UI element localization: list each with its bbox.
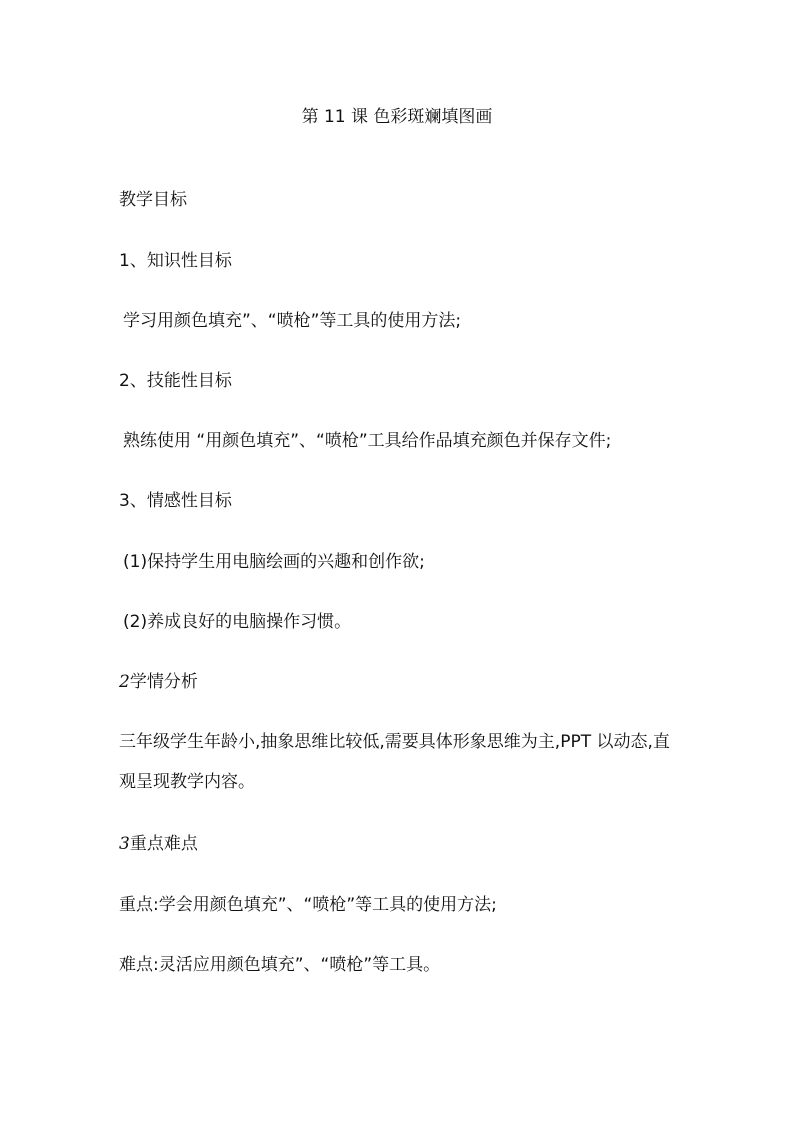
- emotional-objective-item-1: (1)保持学生用电脑绘画的兴趣和创作欲;: [123, 552, 425, 572]
- learner-analysis-paragraph: 三年级学生年龄小,抽象思维比较低,需要具体形象思维为主,PPT 以动态,直观呈现教学内容。: [119, 732, 670, 792]
- heading-skill-objective: 2、技能性目标: [119, 371, 232, 391]
- document-title: 第 11 课 色彩斑斓填图画: [301, 107, 493, 127]
- section-label: 学情分析: [129, 672, 198, 692]
- heading-emotional-objective: 3、情感性目标: [119, 491, 232, 511]
- heading-teaching-objectives: 教学目标: [119, 190, 187, 210]
- difficult-point-text: 难点:灵活应用颜色填充”、“喷枪”等工具。: [119, 955, 441, 975]
- key-point-text: 重点:学会用颜色填充”、“喷枪”等工具的使用方法;: [119, 895, 497, 915]
- heading-learner-analysis: [119, 670, 679, 694]
- heading-key-difficult-points: [119, 832, 679, 856]
- section-number: 2: [119, 672, 130, 692]
- heading-knowledge-objective: 1、知识性目标: [119, 251, 232, 271]
- section-number: 3: [119, 834, 130, 854]
- skill-objective-text: 熟练使用 “用颜色填充”、“喷枪”工具给作品填充颜色并保存文件;: [123, 431, 612, 451]
- emotional-objective-item-2: (2)养成良好的电脑操作习惯。: [123, 612, 352, 632]
- knowledge-objective-text: 学习用颜色填充”、“喷枪”等工具的使用方法;: [123, 311, 462, 331]
- section-label: 重点难点: [129, 834, 198, 854]
